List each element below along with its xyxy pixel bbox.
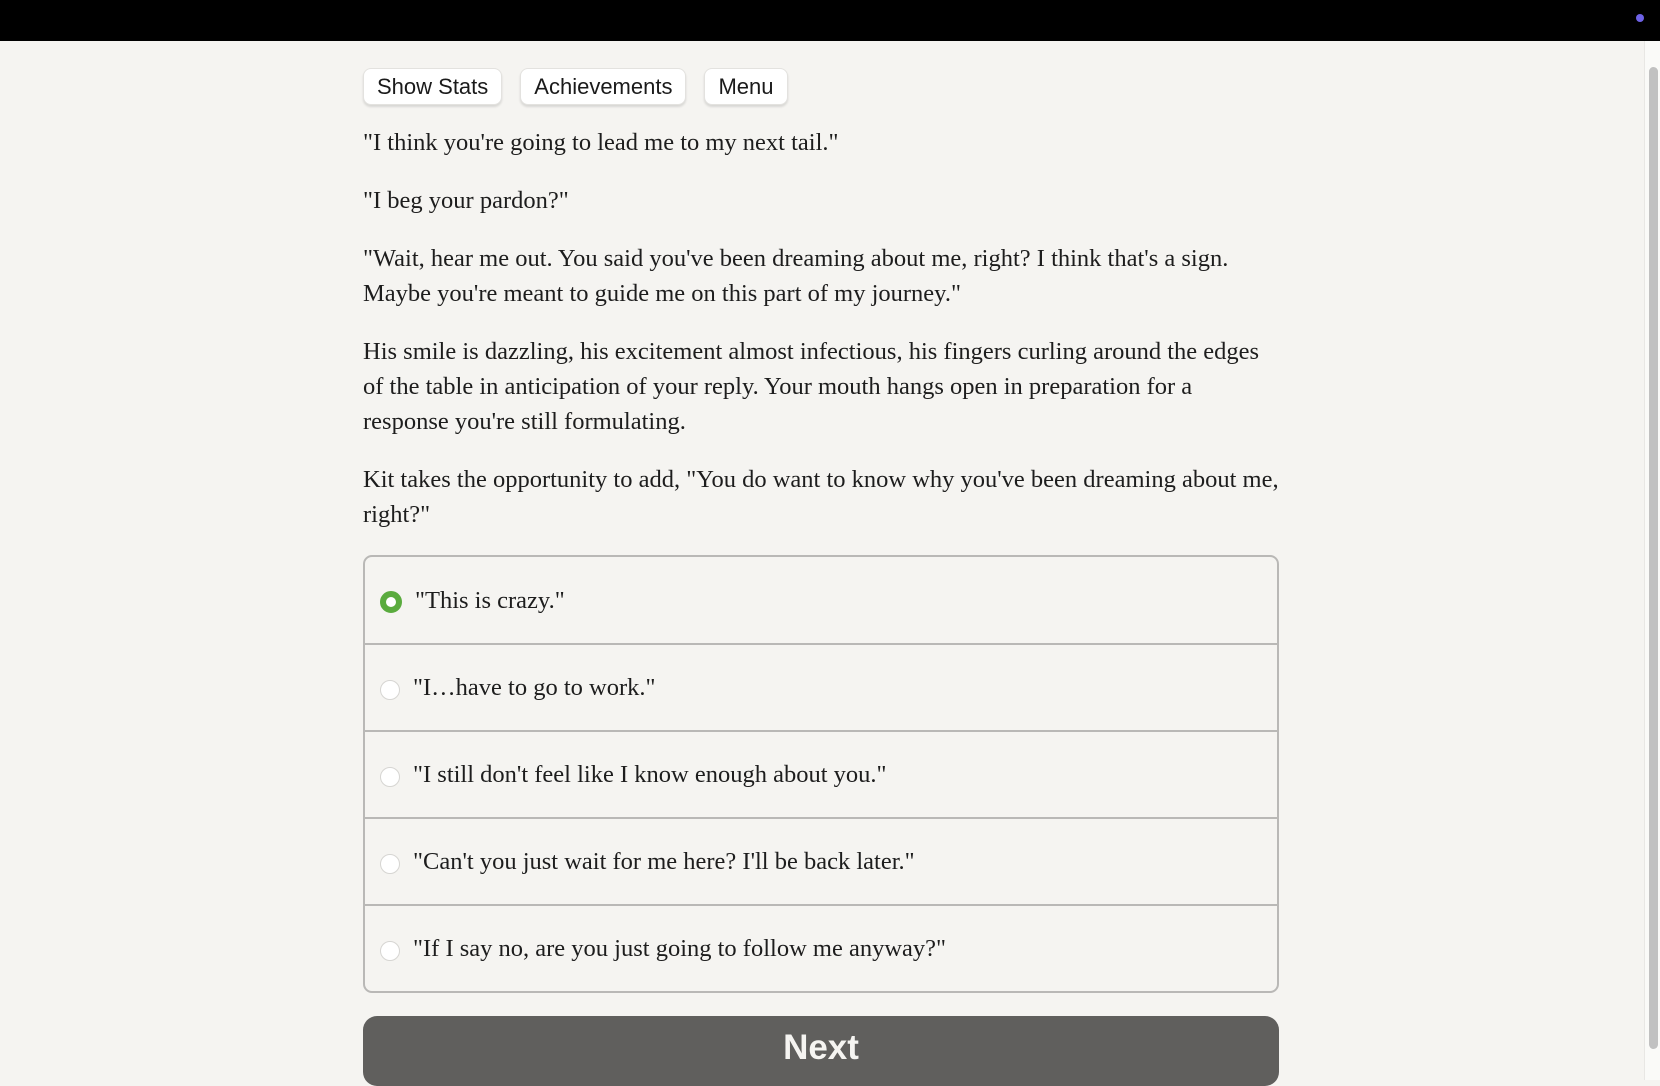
achievements-button[interactable]: Achievements [520,68,686,105]
show-stats-button[interactable]: Show Stats [363,68,502,105]
radio-unselected-icon[interactable] [380,854,400,874]
radio-unselected-icon[interactable] [380,680,400,700]
choice-label: "I…have to go to work." [413,674,656,701]
story-paragraph: "Wait, hear me out. You said you've been dreaming about me, right? I think that's a sign. Maybe you're meant to guide me on this part of my journey." [363,245,1229,307]
choice-list [363,555,1279,993]
choice-option[interactable] [365,817,1277,904]
radio-unselected-icon[interactable] [380,941,400,961]
choice-option[interactable] [365,904,1277,991]
next-button[interactable]: Next [363,1016,1279,1086]
story-paragraph: Kit takes the opportunity to add, "You do want to know why you've been dreaming about me, right?" [363,466,1279,528]
story-paragraph: "I think you're going to lead me to my next tail." [363,129,839,156]
choice-label: "I still don't feel like I know enough about you." [413,761,887,788]
scrollbar-thumb[interactable] [1649,67,1658,1049]
story-paragraph: His smile is dazzling, his excitement almost infectious, his fingers curling around the edges of the table in anticipation of your reply. Your mouth hangs open in preparation for a response you're still formulating. [363,338,1260,435]
window-top-bar [0,0,1660,41]
radio-selected-icon[interactable] [380,591,402,613]
choice-label: "This is crazy." [415,586,565,614]
status-dot-icon [1636,14,1644,22]
choice-label: "Can't you just wait for me here? I'll be back later." [413,848,915,875]
game-content [363,68,1279,1086]
choice-label: "If I say no, are you just going to follow me anyway?" [413,935,947,962]
choice-option[interactable] [365,557,1277,643]
game-toolbar [363,68,1279,105]
menu-button[interactable]: Menu [704,68,787,105]
vertical-scrollbar[interactable] [1644,41,1660,1080]
choice-option[interactable] [365,643,1277,730]
radio-unselected-icon[interactable] [380,767,400,787]
story-paragraph: "I beg your pardon?" [363,187,569,214]
choice-option[interactable] [365,730,1277,817]
story-text [363,125,1279,532]
